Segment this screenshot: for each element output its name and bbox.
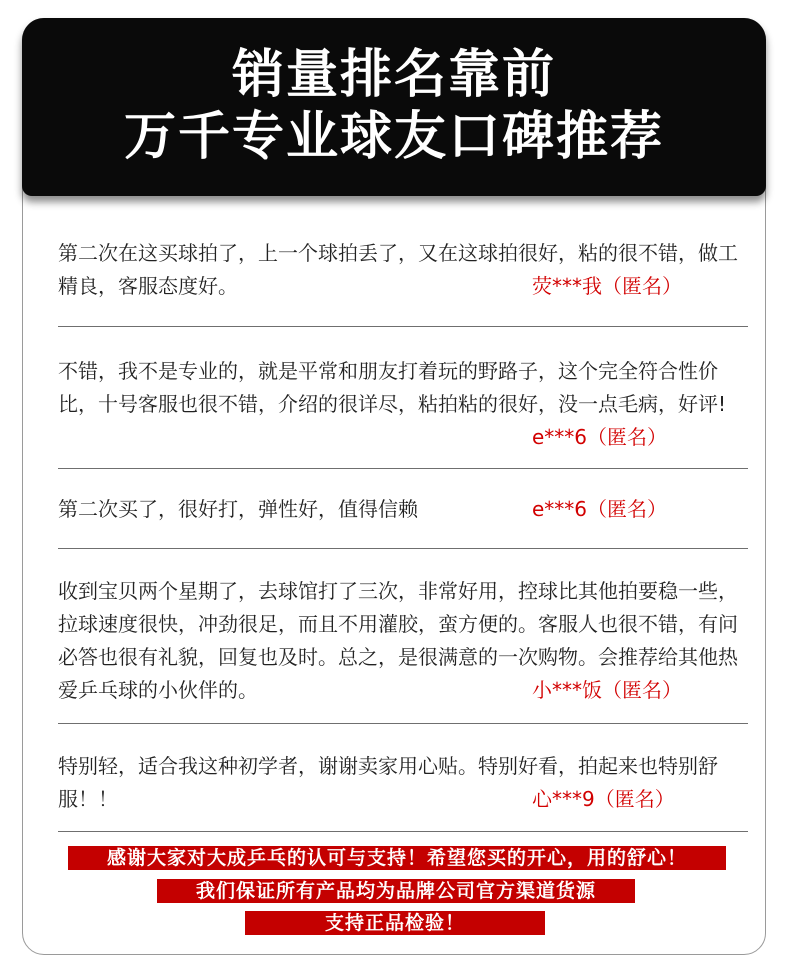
header-title-line2: 万千专业球友口碑推荐 <box>123 107 664 167</box>
review-text: 第二次在这买球拍了，上一个球拍丢了，又在这球拍很好，粘的很不错，做工精良，客服态度好。 <box>58 241 738 298</box>
review-text: 特别轻，适合我这种初学者，谢谢卖家用心贴。特别好看，拍起来也特别舒服！！ <box>58 754 718 811</box>
review-user: 小***饭（匿名） <box>532 678 682 702</box>
thanks-banner: 感谢大家对大成乒乓的认可与支持！希望您买的开心，用的舒心！ <box>68 846 726 870</box>
review-user: 心***9（匿名） <box>532 787 675 811</box>
guarantee-banner: 我们保证所有产品均为品牌公司官方渠道货源 <box>157 879 635 903</box>
review-list <box>58 225 748 832</box>
review-text: 收到宝贝两个星期了，去球馆打了三次，非常好用，控球比其他拍要稳一些，拉球速度很快，冲劲很足，而且不用灌胶，蛮方便的。客服人也很不错，有问必答也很有礼貌，回复也及时。总之，是很满意的一次购物。会推荐给其他热爱乒乓球的小伙伴的。 <box>58 579 738 702</box>
review-item <box>58 327 748 469</box>
review-user: e***6（匿名） <box>532 425 668 449</box>
review-item <box>58 724 748 832</box>
review-text: 第二次买了，很好打，弹性好，值得信赖 <box>58 497 418 521</box>
review-item <box>58 549 748 724</box>
review-text: 不错，我不是专业的，就是平常和朋友打着玩的野路子，这个完全符合性价比，十号客服也很不错，介绍的很详尽，粘拍粘的很好，没一点毛病，好评! <box>58 359 727 416</box>
header-banner <box>22 18 766 196</box>
authenticity-banner: 支持正品检验！ <box>245 911 545 935</box>
review-user: e***6（匿名） <box>532 497 668 521</box>
review-item <box>58 225 748 327</box>
review-item <box>58 469 748 549</box>
review-user: 荧***我（匿名） <box>532 274 682 298</box>
header-title-line1: 销量排名靠前 <box>231 45 556 105</box>
